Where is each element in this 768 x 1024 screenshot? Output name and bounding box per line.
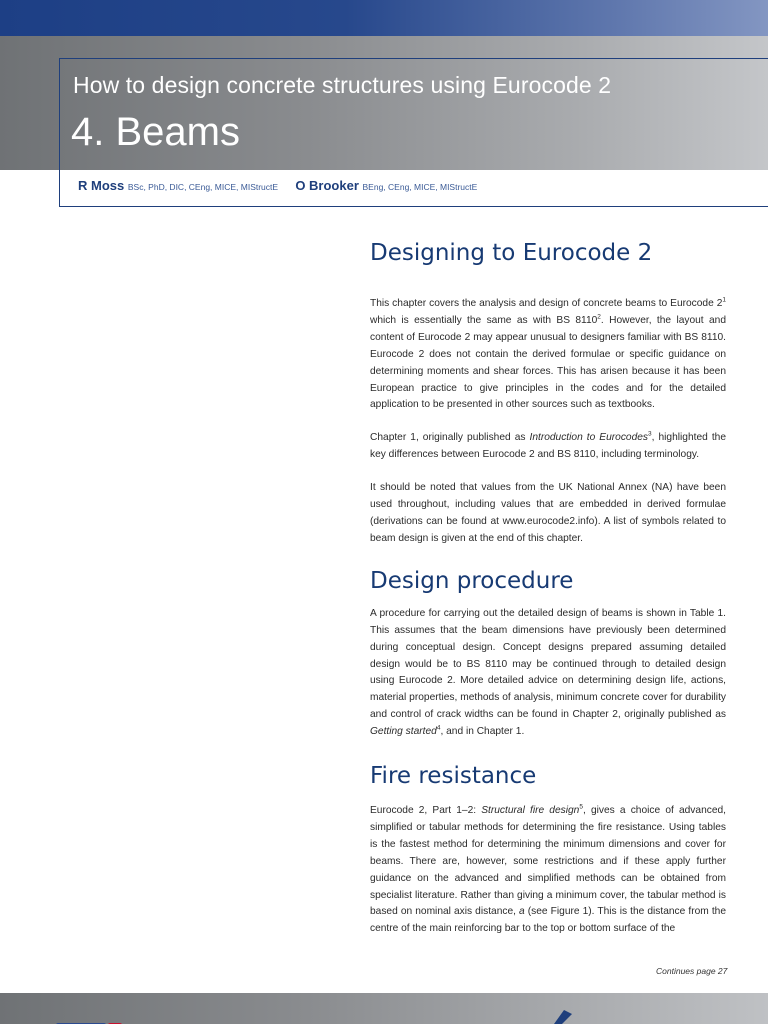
publisher-logo	[56, 1016, 126, 1024]
author-name: R Moss	[78, 178, 125, 193]
paragraph: It should be noted that values from the UK National Annex (NA) have been used throughout, including values that are embedded in derived formulae (derivations can be found at www.eurocode2.info). A list of symbols related to beam design is given at the end of this chapter.	[370, 482, 726, 544]
main-column	[370, 240, 726, 938]
continues-note: Continues page 27	[656, 966, 728, 976]
paragraph: Chapter 1, originally published as Introduction to Eurocodes$^3$, highlighted the key differences between Eurocode 2 and BS 8110, including terminology.	[370, 430, 726, 461]
top-color-bar	[0, 0, 768, 36]
section-heading: Fire resistance	[370, 763, 537, 790]
paragraph: A procedure for carrying out the detailed design of beams is shown in Table 1. This assumes that the beam dimensions have previously been determined during conceptual design. Concept designs prepared assuming detailed design would be to BS 8110 may be continued through to detailed design using Eurocode 2. More detailed advice on determining design life, actions, material properties, methods of analysis, minimum concrete cover for durability and control of crack widths can be found in Chapter 2, originally published as Getting started$^4$, and in Chapter 1.	[370, 607, 726, 738]
section-heading: Designing to Eurocode 2	[370, 240, 653, 266]
paragraph: Eurocode 2, Part 1–2: Structural fire design$^5$, gives a choice of advanced, simplified or tabular methods for determining the fire resistance. Using tables is the fastest method for determining the minimum dimensions and cover for beams. There are, however, some restrictions and if these apply further guidance on the advanced and simplified methods can be obtained from specialist literature. Rather than giving a minimum cover, the tabular method is based on nominal axis distance, a (see Figure 1). This is the distance from the centre of the main reinforcing bar to the top or bottom surface of the	[370, 803, 727, 935]
author-line	[78, 178, 477, 193]
partner-logo	[546, 1008, 576, 1024]
author-qualifications: BEng, CEng, MICE, MIStructE	[362, 182, 478, 192]
section-heading: Design procedure	[370, 567, 574, 594]
series-title: How to design concrete structures using Eurocode 2	[73, 72, 612, 98]
author-qualifications: BSc, PhD, DIC, CEng, MICE, MIStructE	[127, 182, 279, 192]
paragraph: This chapter covers the analysis and design of concrete beams to Eurocode $2^1$ which is essentially the same as with BS 8110$^2$. However, the layout and content of Eurocode 2 may appear unusual to designers familiar with BS 8110. Eurocode 2 does not contain the derived formulae or specific guidance on determining moments and shear forces. This has arisen because it has been European practice to give principles in the codes and for the detailed application to be presented in other sources such as textbooks.	[370, 296, 726, 411]
chapter-title: 4. Beams	[71, 110, 240, 154]
author-name: O Brooker	[295, 178, 359, 193]
